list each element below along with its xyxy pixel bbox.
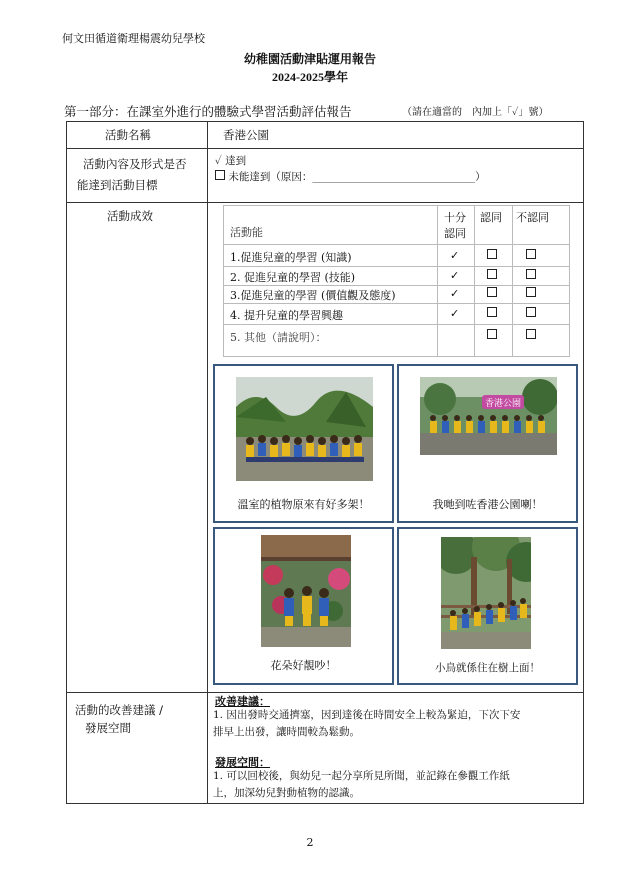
school-name: 何文田循道衛理楊震幼兒學校 — [62, 32, 205, 45]
park-entrance-photo — [420, 377, 557, 455]
checkbox-icon — [215, 170, 225, 180]
goal-met-option: ✓ 達到 — [215, 155, 247, 167]
eval-item-2: 2. 促進兒童的學習 (技能) — [230, 271, 356, 284]
check-icon: ✓ — [450, 307, 460, 320]
photo-card-4 — [397, 527, 578, 685]
check-icon: ✓ — [450, 269, 460, 282]
develop-text-line1: 1. 可以回校後，與幼兒一起分享所見所聞，並記錄在參觀工作紙 — [213, 770, 510, 782]
develop-heading: 發展空間： — [215, 756, 270, 769]
checkbox-icon — [526, 287, 536, 297]
page-number: 2 — [306, 836, 314, 849]
develop-text-line2: 上，加深幼兒對動植物的認識。 — [213, 787, 360, 799]
photo-caption-4: 小鳥就係住在樹上面！ — [435, 662, 540, 674]
eval-item-4: 4. 提升兒童的學習興趣 — [230, 309, 343, 322]
header-agree: 認同 — [480, 211, 502, 224]
trees-photo — [441, 537, 531, 649]
evaluation-table — [223, 205, 570, 357]
improve-label-line2: 發展空間 — [85, 721, 131, 735]
photo-card-3 — [213, 527, 394, 685]
photo-card-1 — [213, 364, 394, 523]
flowers-photo — [261, 535, 351, 647]
improve-text-line2: 排早上出發，讓時間較為鬆動。 — [213, 726, 360, 738]
report-title: 幼稚園活動津貼運用報告 — [243, 52, 376, 66]
photo-caption-2: 我哋到咗香港公園喇！ — [432, 498, 543, 511]
checkbox-icon — [487, 269, 497, 279]
header-strong-agree-line2: 認同 — [444, 227, 466, 240]
eval-item-1: 1.促進兒童的學習 (知識) — [230, 251, 352, 264]
header-strong-agree-line1: 十分 — [444, 211, 466, 224]
improve-text-line1: 1. 因出發時交通擠塞，因到達後在時間安全上較為緊迫，下次下安 — [213, 709, 521, 721]
header-item: 活動能 — [230, 226, 263, 239]
goal-label-line1: 活動內容及形式是否 — [83, 157, 187, 171]
school-year: 2024-2025學年 — [272, 70, 348, 84]
improve-label-line1: 活動的改善建議 / — [75, 703, 164, 717]
part-title: 第一部分：在課室外進行的體驗式學習活動評估報告 — [64, 104, 352, 119]
checkbox-icon — [526, 329, 536, 339]
checkbox-icon — [487, 329, 497, 339]
goal-label-line2: 能達到活動目標 — [77, 178, 158, 192]
greenhouse-photo — [236, 377, 373, 481]
part-note: （請在適當的 內加上「✓」號） — [402, 107, 549, 118]
checkbox-icon — [487, 307, 497, 317]
photo-caption-3: 花朵好靚吵！ — [270, 659, 337, 672]
activity-name-value: 香港公園 — [223, 128, 269, 142]
check-icon: ✓ — [450, 249, 460, 262]
checkbox-icon — [526, 307, 536, 317]
photo-card-2 — [397, 364, 578, 523]
goal-not-met-option: 未能達到（原因：_______________________________） — [215, 169, 486, 184]
eval-item-5: 5. 其他（請說明）： — [230, 331, 327, 344]
checkbox-icon — [487, 249, 497, 259]
header-disagree: 不認同 — [516, 211, 549, 224]
checkbox-icon — [526, 269, 536, 279]
checkbox-icon — [487, 287, 497, 297]
checkbox-icon — [526, 249, 536, 259]
check-icon: ✓ — [450, 287, 460, 300]
improve-heading: 改善建議： — [215, 695, 270, 708]
park-sign-text: 香港公園 — [484, 399, 522, 409]
photo-caption-1: 溫室的植物原來有好多架！ — [237, 498, 370, 511]
eval-item-3: 3.促進兒童的學習 (價值觀及態度) — [230, 289, 396, 302]
check-icon: ✓ — [215, 155, 222, 167]
result-label: 活動成效 — [107, 209, 153, 223]
activity-name-label: 活動名稱 — [105, 128, 151, 142]
